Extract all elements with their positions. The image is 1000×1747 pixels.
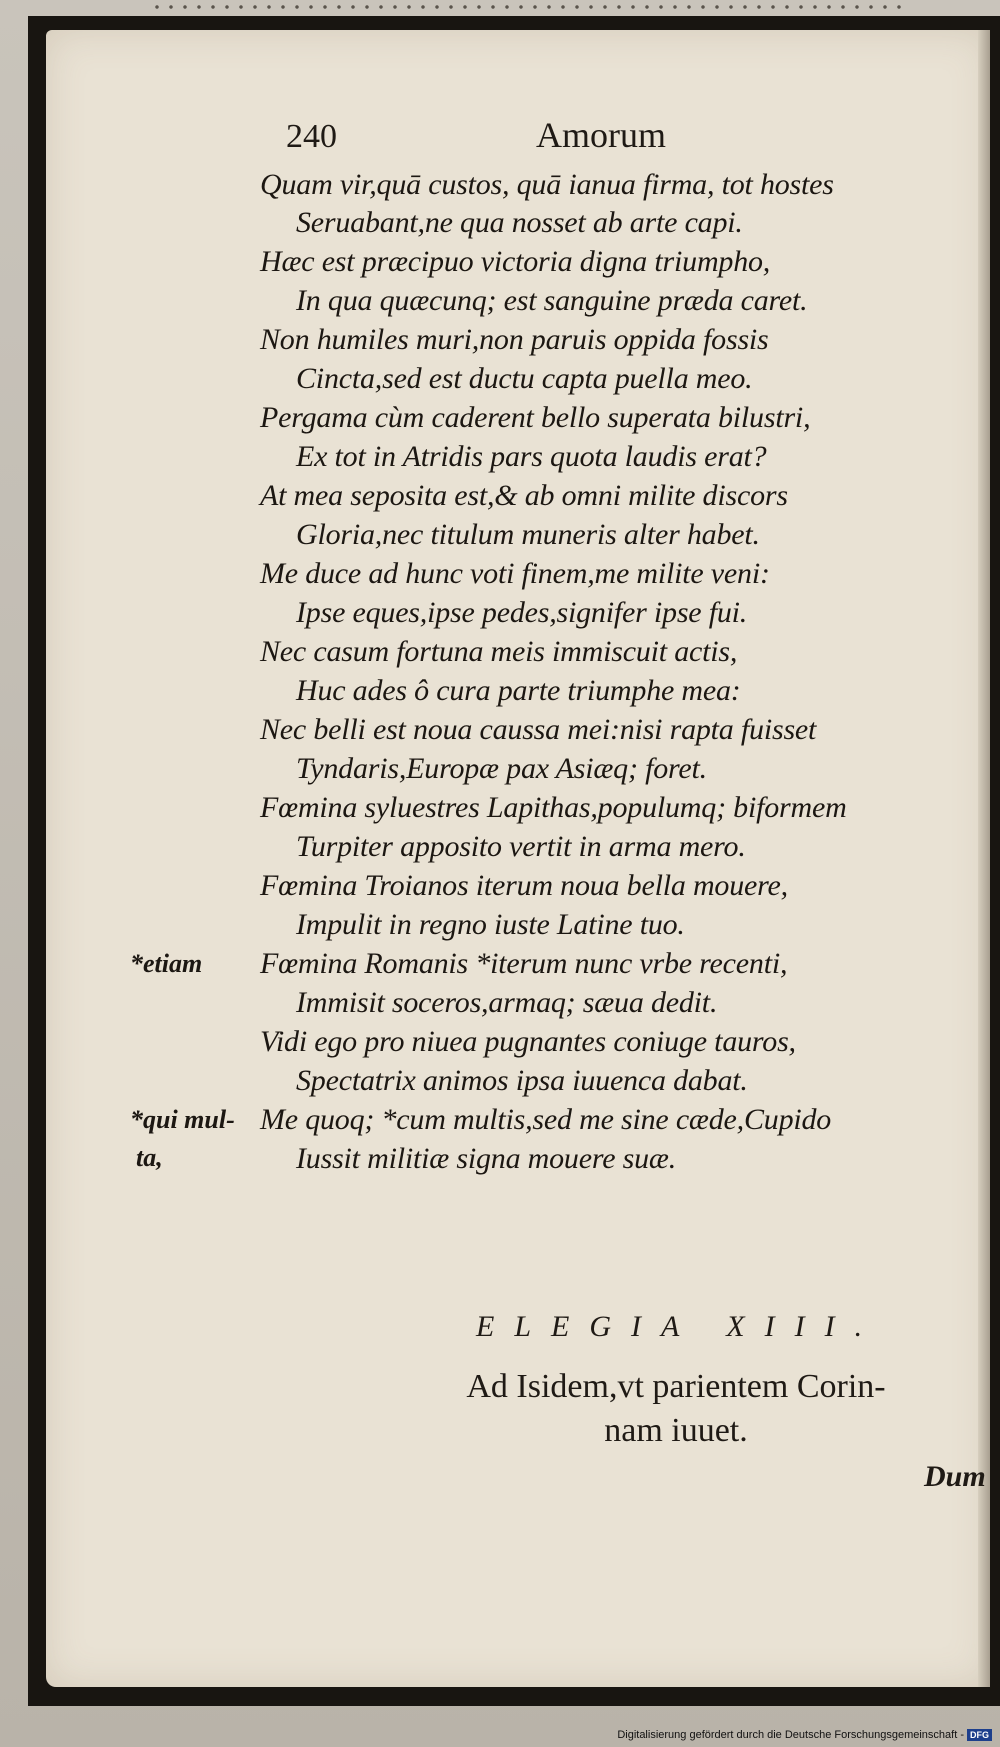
- verse-line-7: Pergama cùm caderent bello superata bilustri,: [260, 401, 811, 434]
- verse-line-23: Vidi ego pro niuea pugnantes coniuge tauros,: [260, 1025, 796, 1058]
- elegy-heading: ELEGIA XIII.: [476, 1310, 883, 1343]
- verse-line-2: Seruabant,ne qua nosset ab arte capi.: [296, 206, 743, 239]
- digitization-credit: [617, 1729, 992, 1741]
- verse-line-22: Immisit soceros,armaq; sæua dedit.: [296, 986, 718, 1019]
- verse-line-26: Iussit militiæ signa mouere suæ.: [296, 1142, 677, 1175]
- verse-line-11: Me duce ad hunc voti finem,me milite veni:: [260, 557, 770, 590]
- verse-line-21: Fœmina Romanis *iterum nunc vrbe recenti,: [260, 947, 788, 980]
- page-number: 240: [286, 118, 337, 155]
- elegy-subtitle: [426, 1365, 926, 1453]
- verse-line-1: Quam vir,quā custos, quā ianua firma, tot hostes: [260, 168, 834, 201]
- margin-note-etiam: *etiam: [130, 949, 203, 978]
- running-head: [46, 90, 990, 155]
- running-title: Amorum: [536, 115, 666, 155]
- verse-line-13: Nec casum fortuna meis immiscuit actis,: [260, 635, 738, 668]
- verse-line-24: Spectatrix animos ipsa iuuenca dabat.: [296, 1064, 748, 1097]
- subtitle-line-1: Ad Isidem,vt parientem Corin-: [466, 1368, 886, 1405]
- verse-line-8: Ex tot in Atridis pars quota laudis erat?: [296, 440, 767, 473]
- verse-line-15: Nec belli est noua caussa mei:nisi rapta fuisset: [260, 713, 817, 746]
- catchword: Dum: [924, 1460, 986, 1493]
- verse-line-17: Fœmina syluestres Lapithas,populumq; biformem: [260, 791, 847, 824]
- verse-line-9: At mea seposita est,& ab omni milite discors: [260, 479, 788, 512]
- book-page: [46, 30, 990, 1687]
- verse-line-10: Gloria,nec titulum muneris alter habet.: [296, 518, 760, 551]
- verse-line-12: Ipse eques,ipse pedes,signifer ipse fui.: [296, 596, 748, 629]
- margin-note-ta: ta,: [136, 1143, 163, 1172]
- verse-line-18: Turpiter apposito vertit in arma mero.: [296, 830, 746, 863]
- verse-line-16: Tyndaris,Europæ pax Asiæq; foret.: [296, 752, 707, 785]
- verse-line-6: Cincta,sed est ductu capta puella meo.: [296, 362, 753, 395]
- verse-line-14: Huc ades ô cura parte triumphe mea:: [296, 674, 741, 707]
- margin-note-qui-multa: *qui mul-: [130, 1105, 235, 1134]
- verse-line-20: Impulit in regno iuste Latine tuo.: [296, 908, 685, 941]
- verse-line-19: Fœmina Troianos iterum noua bella mouere,: [260, 869, 788, 902]
- subtitle-line-2: nam iuuet.: [604, 1412, 748, 1449]
- perforation-dots: [150, 4, 910, 10]
- credit-text: Digitalisierung gefördert durch die Deutsche Forschungsgemeinschaft -: [617, 1729, 964, 1741]
- verse-line-5: Non humiles muri,non paruis oppida fossis: [260, 323, 769, 356]
- verse-line-4: In qua quæcunq; est sanguine præda caret.: [296, 284, 808, 317]
- verse-line-25: Me quoq; *cum multis,sed me sine cæde,Cupido: [260, 1103, 832, 1136]
- verse-line-3: Hæc est præcipuo victoria digna triumpho,: [260, 245, 771, 278]
- dfg-logo-badge: DFG: [967, 1729, 992, 1741]
- page-edge: [978, 30, 990, 1687]
